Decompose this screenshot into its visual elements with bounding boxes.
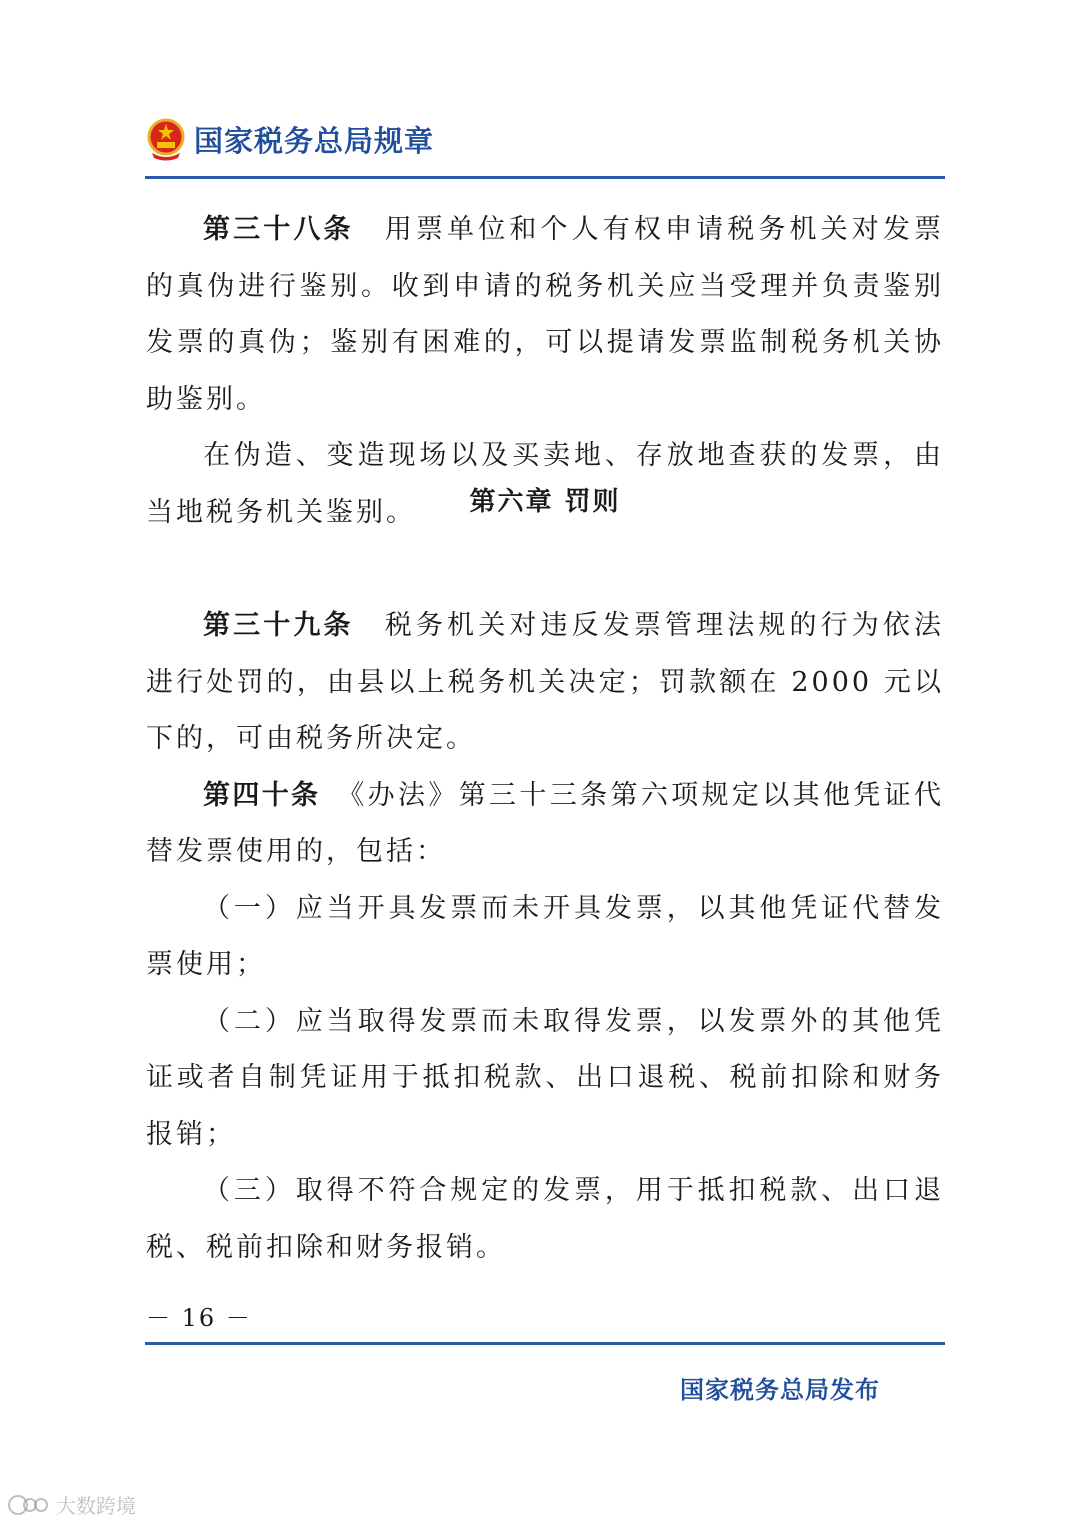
article-label: 第三十八条 (203, 214, 354, 245)
article-label: 第三十九条 (203, 610, 354, 641)
article-text: 《办法》第三十三条第六项规定以其他凭证代替发票使用的，包括： (146, 779, 945, 867)
national-emblem-icon (146, 117, 186, 161)
watermark (6, 1490, 136, 1519)
article-label: 第四十条 (203, 779, 321, 811)
document-header (146, 114, 434, 164)
list-item-2: （二）应当取得发票而未取得发票，以发票外的其他凭证或者自制凭证用于抵扣税款、出口退税、税前扣除和财务报销； (146, 1005, 944, 1150)
footer-title: 国家税务总局发布 (680, 1376, 880, 1404)
watermark-logo-icon (6, 1492, 52, 1518)
article-text: 税务机关对违反发票管理法规的行为依法进行处罚的，由县以上税务机关决定；罚款额在 2000 元以下的，可由税务所决定。 (146, 610, 945, 754)
header-title: 国家税务总局规章 (194, 123, 435, 158)
article-39-40-block (146, 598, 944, 1276)
article-38-paragraph-2: 在伪造、变造现场以及买卖地、存放地查获的发票，由当地税务机关鉴别。 (146, 440, 944, 528)
article-38 (146, 202, 944, 428)
article-40 (146, 768, 944, 881)
article-39 (146, 598, 944, 768)
list-item-1: （一）应当开具发票而未开具发票，以其他凭证代替发票使用； (146, 892, 944, 980)
watermark-text: 大数跨境 (56, 1494, 136, 1518)
footer-divider (145, 1342, 945, 1345)
page-number: － 16 － (146, 1304, 252, 1332)
chapter-heading-block (146, 474, 944, 531)
list-item-3: （三）取得不符合规定的发票，用于抵扣税款、出口退税、税前扣除和财务报销。 (146, 1175, 944, 1263)
header-divider (145, 176, 945, 179)
chapter-heading: 第六章 罚则 (469, 487, 621, 517)
article-text: 用票单位和个人有权申请税务机关对发票的真伪进行鉴别。收到申请的税务机关应当受理并负责鉴别发票的真伪；鉴别有困难的，可以提请发票监制税务机关协助鉴别。 (146, 214, 945, 415)
